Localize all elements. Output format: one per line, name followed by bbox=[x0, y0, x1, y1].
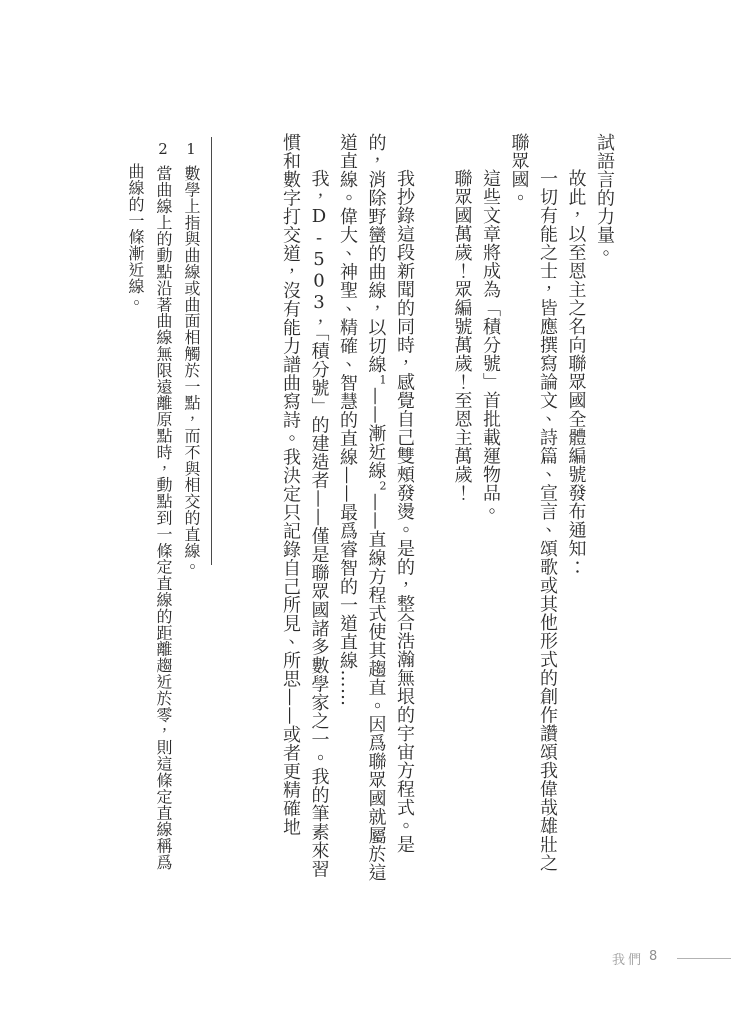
footnote-ref-1: 1 bbox=[376, 373, 390, 387]
paragraph-call: 一切有能之士，皆應撰寫論文、詩篇、宣言、頌歌或其他形式的創作讚頌我偉哉雄壯之聯眾國。 bbox=[508, 133, 558, 872]
footnote-2-number: 2 bbox=[154, 140, 172, 159]
narrator-2-segment: ，「積分號」的建造者——僅是聯眾國諸多數學家之一。我的筆素來習慣和數字打交道，沒有能力譜曲寫詩。我決定只記錄自己所見、所思——或者更精確地 bbox=[280, 133, 330, 878]
narrator-1-segment: ——直線方程式使其趨直。因爲聯眾國就屬於這道直線。偉大、神聖、精確、智慧的直線——最爲睿智的一道直線…… bbox=[337, 133, 387, 882]
footnote-divider-rule bbox=[211, 137, 212, 565]
narrator-2-segment: 我， bbox=[308, 169, 330, 206]
main-text-block bbox=[262, 133, 618, 890]
footnotes-block bbox=[119, 140, 205, 885]
footnote-1-number: 1 bbox=[182, 140, 200, 159]
footnote-2 bbox=[122, 140, 177, 885]
narrator-1-segment: ——漸近線 bbox=[365, 387, 387, 480]
paragraph-narrator-1 bbox=[333, 133, 419, 890]
footnote-1-text: 數學上指與曲線或曲面相觸於一點，而不與相交的直線。 bbox=[182, 165, 201, 576]
footnote-ref-2: 2 bbox=[376, 479, 390, 493]
paragraph-continuation: 試語言的力量。 bbox=[594, 133, 615, 263]
paragraph-narrator-2 bbox=[276, 133, 333, 890]
paragraph-slogans: 聯眾國萬歲！眾編號萬歲！至恩主萬歲！ bbox=[451, 169, 473, 502]
paragraph-notice: 故此，以至恩主之名向聯眾國全體編號發布通知： bbox=[565, 169, 587, 576]
section-gap bbox=[418, 133, 447, 890]
paragraph-cargo: 這些文章將成為「積分號」首批載運物品。 bbox=[480, 169, 501, 521]
narrator-number-d503: D-503 bbox=[308, 206, 330, 314]
footer-page-number: 8 bbox=[649, 949, 658, 964]
footer-book-title: 我們 bbox=[612, 953, 645, 968]
footnote-1 bbox=[177, 140, 205, 885]
footnote-2-text: 當曲線上的動點沿著曲線無限遠離原點時，動點到一條定直線的距離趨近於零，則這條定直線稱爲曲線的一條漸近線。 bbox=[126, 163, 173, 871]
footer-rule bbox=[677, 958, 731, 959]
narrator-1-segment: 我抄錄這段新聞的同時，感覺自己雙頰發燙。是的，整合浩瀚無垠的宇宙方程式。是的，消除野蠻的曲線，以切線 bbox=[365, 133, 415, 854]
